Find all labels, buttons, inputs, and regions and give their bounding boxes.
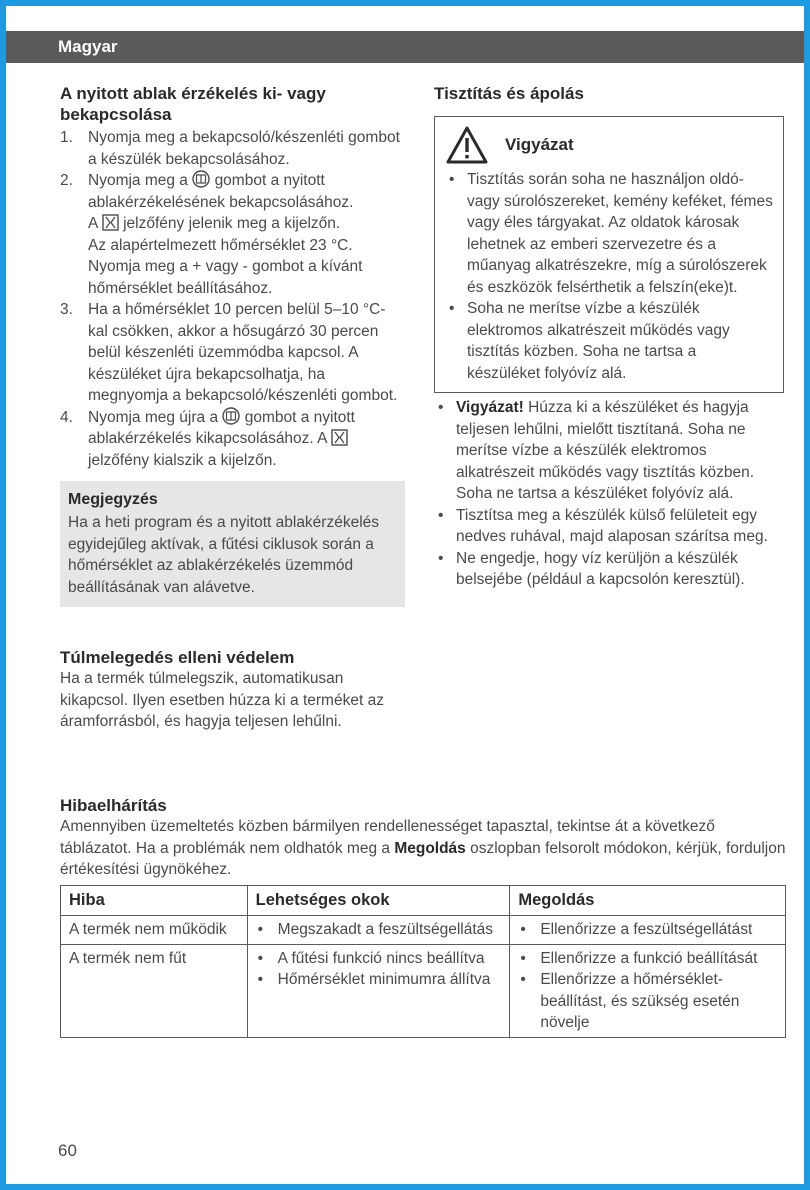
causes-cell: • A fűtési funkció nincs beállítva • Hőmérséklet minimumra állítva	[247, 944, 510, 1037]
step-2: 2. Nyomja meg a gombot a nyitott ablakérzékelésének bekapcsolásához. A jelzőfény jelenik meg a kijelzőn. Az alapértelmezett hőmérséklet 23 °C. Nyomja meg a + vagy - gombot a kívánt hőmérséklet beállításához.	[60, 172, 363, 297]
note-box	[60, 481, 405, 607]
column-header: Megoldás	[510, 885, 786, 916]
caution-box	[434, 116, 784, 393]
open-window-indicator-icon	[331, 429, 348, 446]
manual-page	[6, 6, 804, 1184]
caution-header	[445, 125, 773, 165]
overheat-text: Ha a termék túlmelegszik, automatikusan kikapcsol. Ilyen esetben húzza ki a terméket az áramforrásból, és hagyja teljesen lehűlni.	[60, 670, 384, 730]
list-item: • Ne engedje, hogy víz kerüljön a készülék belsejébe (például a kapcsolón keresztül).	[438, 549, 745, 588]
step-1: 1. Nyomja meg a bekapcsoló/készenléti gombot a készülék bekapcsolásához.	[60, 129, 400, 168]
step-3: 3. Ha a hőmérséklet 10 percen belül 5–10 °C-kal csökken, akkor a hősugárzó 30 percen belül készenléti üzemmódba kapcsol. A készüléket újra bekapcsolhatja, ha megnyomja a bekapcsoló/készenléti gombot.	[60, 301, 398, 404]
table-row	[61, 944, 786, 1037]
window-detection-title: A nyitott ablak érzékelés ki- vagy bekapcsolása	[60, 84, 326, 124]
solutions-cell: • Ellenőrizze a funkció beállítását • Ellenőrizze a hőmérséklet-beállítást, és szükség esetén növelje	[510, 944, 786, 1037]
overheat-section	[60, 647, 405, 733]
solutions-cell: • Ellenőrizze a feszültségellátást	[510, 916, 786, 945]
table-header-row	[61, 885, 786, 916]
list-item: • Soha ne merítse vízbe a készülék elektromos alkatrészeit működés vagy tisztítás közben. Soha ne tartsa a készüléket folyóvíz alá.	[449, 300, 730, 382]
troubleshooting-table	[60, 885, 786, 1038]
overheat-title: Túlmelegedés elleni védelem	[60, 648, 295, 667]
column-header: Hiba	[61, 885, 248, 916]
troubleshooting-section	[60, 795, 786, 1038]
column-header: Lehetséges okok	[247, 885, 510, 916]
list-item: • Tisztítás során soha ne használjon oldó-vagy súrolószereket, kemény keféket, fémes vagy éles tárgyakat. Az oldatok károsak lehetnek az emberi szervezetre és a műanyag alkatrészekre, míg a súrolószerek és eszközök felsérthetik a felszín(eke)t.	[449, 171, 773, 296]
caution-title: Vigyázat	[505, 135, 574, 155]
note-title: Megjegyzés	[68, 491, 158, 508]
warning-icon	[445, 125, 489, 165]
caution-list	[445, 169, 773, 384]
list-item: • Tisztítsa meg a készülék külső felületeit egy nedves ruhával, majd alaposan szárítsa meg.	[438, 506, 768, 545]
cleaning-title: Tisztítás és ápolás	[434, 84, 584, 103]
causes-cell: • Megszakadt a feszültségellátás	[247, 916, 510, 945]
page-number: 60	[58, 1141, 77, 1160]
open-window-indicator-icon	[102, 214, 119, 231]
cleaning-list	[434, 397, 784, 591]
window-detection-steps	[60, 127, 405, 471]
note-text: Ha a heti program és a nyitott ablakérzékelés egyidejűleg aktívak, a fűtési ciklusok során a hőmérséklet az ablakérzékelés üzemmód beállításának van alávetve.	[68, 514, 380, 596]
right-column	[434, 83, 784, 591]
fault-cell: A termék nem fűt	[61, 944, 248, 1037]
window-button-icon	[222, 407, 240, 425]
fault-cell: A termék nem működik	[61, 916, 248, 945]
window-button-icon	[192, 170, 210, 188]
language-header: Magyar	[6, 31, 804, 63]
table-row	[61, 916, 786, 945]
left-column	[60, 83, 405, 733]
troubleshooting-title: Hibaelhárítás	[60, 796, 167, 815]
step-4: 4. Nyomja meg újra a gombot a nyitott ablakérzékelés kikapcsolásához. A jelzőfény kialszik a kijelzőn.	[60, 408, 355, 469]
list-item: • Vigyázat! Húzza ki a készüléket és hagyja teljesen lehűlni, mielőtt tisztítaná. Soha ne merítse vízbe a készülék elektromos alkatrészeit működés vagy tisztítás közben. Soha ne tartsa a készüléket folyóvíz alá.	[438, 399, 755, 502]
troubleshooting-intro: Amennyiben üzemeltetés közben bármilyen rendellenességet tapasztal, tekintse át a következő táblázatot. Ha a problémák nem oldhatók meg a Megoldás oszlopban felsorolt módokon, kérjük, forduljon értékesítési ügynökéhez.	[60, 818, 786, 878]
